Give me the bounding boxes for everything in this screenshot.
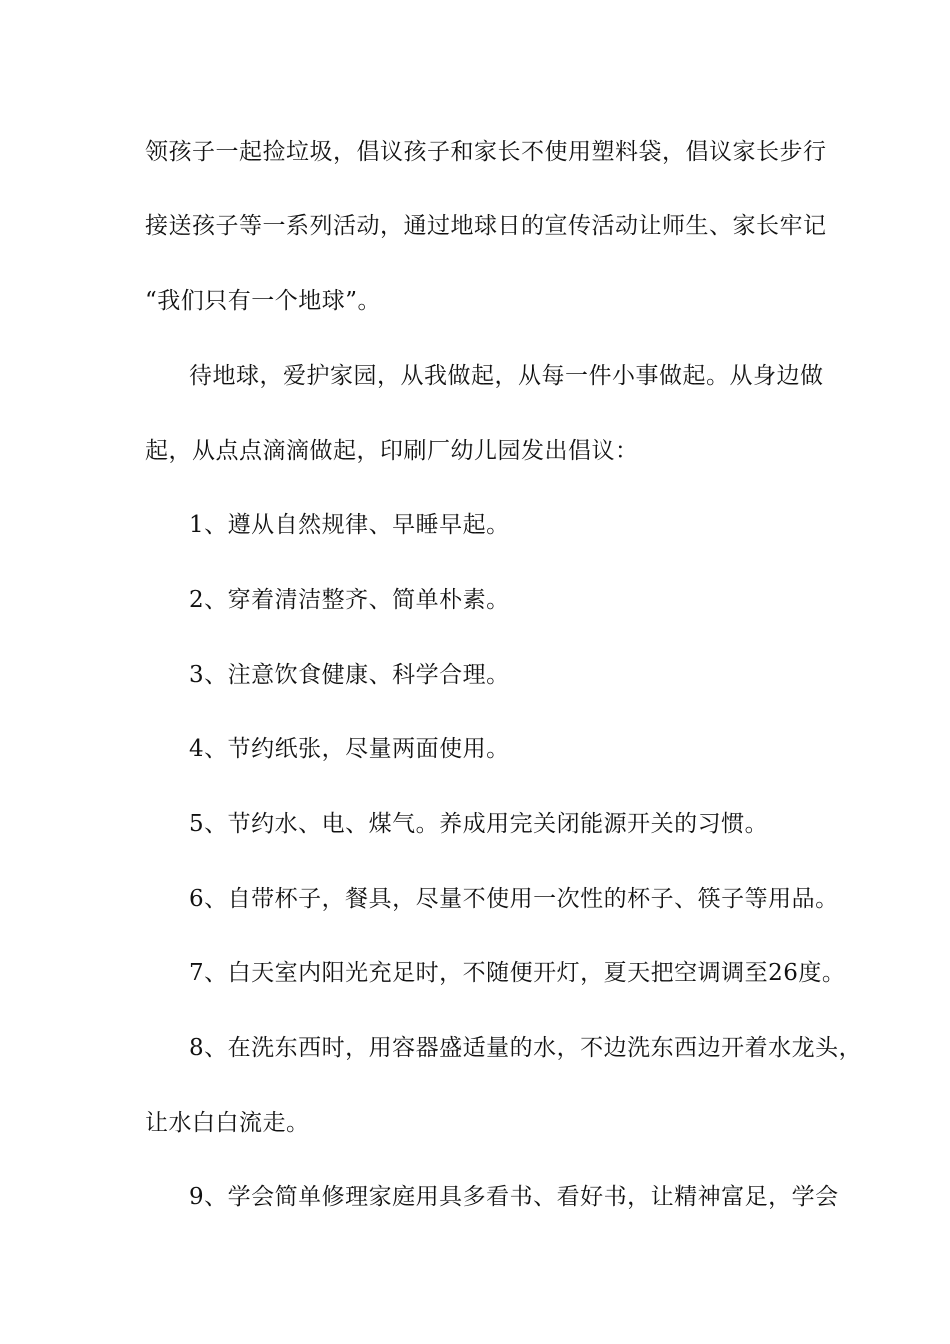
list-item: 7、白天室内阳光充足时，不随便开灯，夏天把空调调至26度。 [189,960,846,986]
paragraph-line: 接送孩子等一系列活动，通过地球日的宣传活动让师生、家长牢记 [145,213,827,239]
list-item: 1、遵从自然规律、早睡早起。 [189,512,510,538]
paragraph-line: 待地球，爱护家园，从我做起，从每一件小事做起。从身边做 [189,363,824,389]
list-item: 6、自带杯子，餐具，尽量不使用一次性的杯子、筷子等用品。 [189,886,839,912]
list-item: 8、在洗东西时，用容器盛适量的水，不边洗东西边开着水龙头， [189,1035,863,1061]
paragraph-line: 起，从点点滴滴做起，印刷厂幼儿园发出倡议： [145,438,639,464]
list-item: 5、节约水、电、煤气。养成用完关闭能源开关的习惯。 [189,811,769,837]
list-item-continuation: 让水白白流走。 [145,1110,310,1136]
paragraph-line: 领孩子一起捡垃圾，倡议孩子和家长不使用塑料袋，倡议家长步行 [145,139,827,165]
list-item: 3、注意饮食健康、科学合理。 [189,662,510,688]
list-item: 9、学会简单修理家庭用具多看书、看好书，让精神富足，学会 [189,1184,839,1210]
list-item: 4、节约纸张，尽量两面使用。 [189,736,510,762]
list-item: 2、穿着清洁整齐、简单朴素。 [189,587,510,613]
paragraph-line: “我们只有一个地球”。 [145,288,382,314]
